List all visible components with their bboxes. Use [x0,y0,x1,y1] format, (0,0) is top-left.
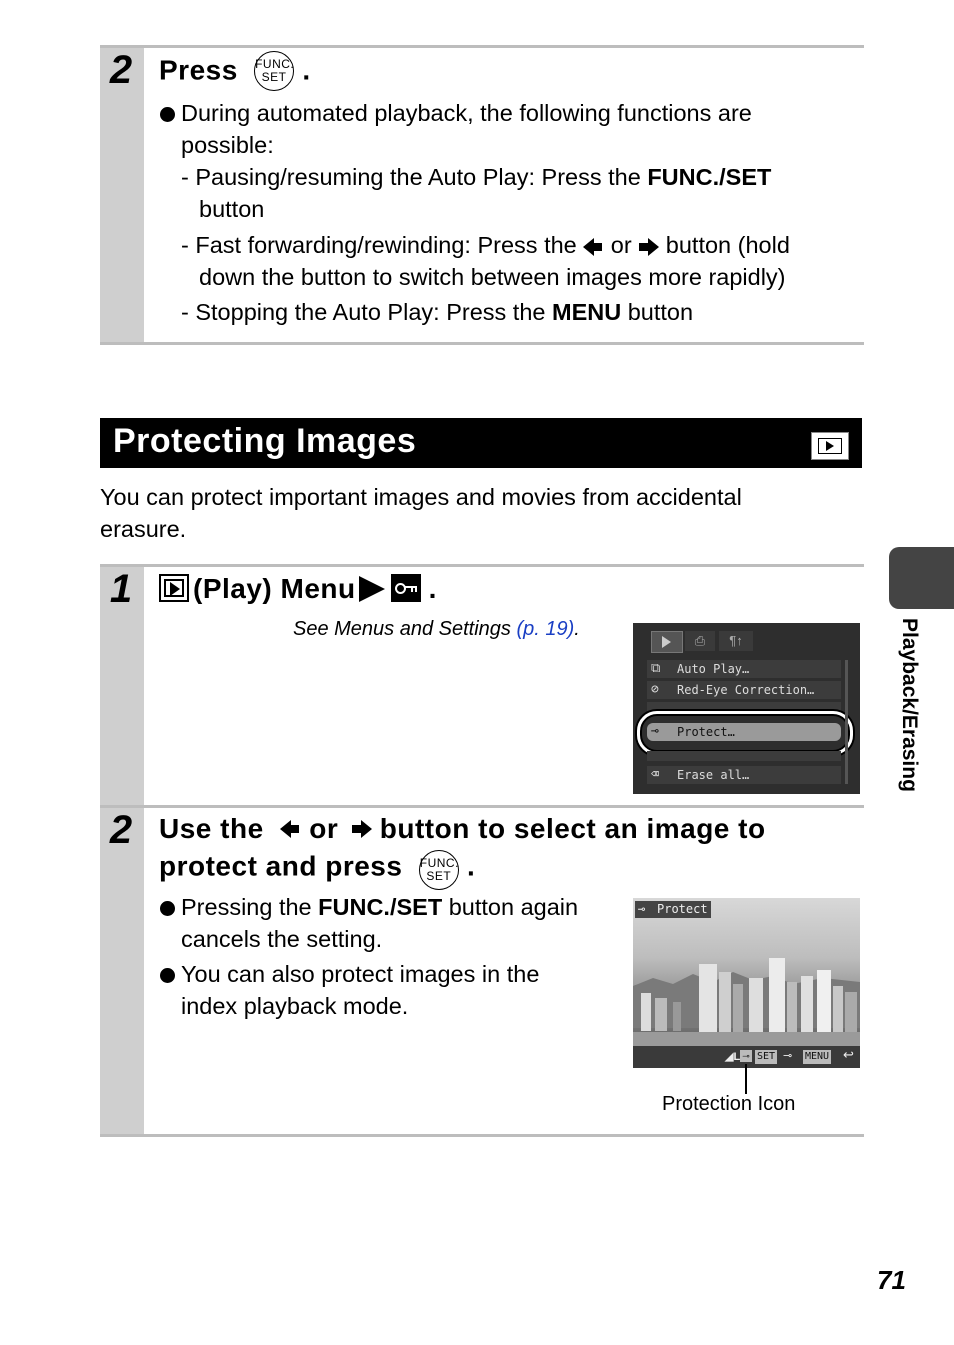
image-size-icon: ◢L [725,1051,741,1063]
play-menu-icon [159,574,189,602]
step-number: 2 [109,808,133,852]
menu-scrollbar[interactable] [845,660,848,784]
step-number: 1 [109,567,133,611]
trash-icon: ⌫ [651,767,659,782]
page-link[interactable]: (p. 19) [516,618,575,640]
set-badge: SET [757,1051,776,1062]
caption-pointer-line [745,1064,747,1094]
dash-item-ffwd: - Fast forwarding/rewinding: Press the or button (hold [181,232,790,258]
menu-item-red-eye[interactable]: ⊘ Red-Eye Correction… [647,681,841,699]
see-reference: See Menus and Settings (p. 19). [293,618,580,640]
slideshow-icon: ⧉ [651,661,661,676]
menu-item-protect[interactable]: ⊸ Protect… [647,723,841,741]
protect-key-icon: ⊸ [783,1050,793,1062]
menu-item-auto-play[interactable]: ⧉ Auto Play… [647,660,841,678]
func-set-button-icon: FUNC. SET [254,51,294,91]
menu-badge: MENU [805,1051,830,1062]
red-eye-icon: ⊘ [651,682,659,697]
return-icon: ↩ [843,1047,854,1062]
status-bar [633,1046,860,1068]
protect-key-icon: ⊸ [651,724,659,739]
protect-key-icon: ⊸ [638,902,646,916]
left-arrow-icon [583,238,594,256]
menu-highlight-ring [637,711,853,755]
protection-status-icon: ⊸ [740,1050,752,1062]
chapter-tab [889,547,954,609]
func-set-button-icon: FUNC. SET [419,850,459,890]
right-arrow-icon [361,820,372,838]
step-heading-line1: Use the or button to select an image to [159,813,766,844]
menu-tab-print: ⎙ [685,631,715,651]
menu-item-rotate [647,751,841,761]
protect-key-icon [391,574,421,602]
heading-text: Press [159,54,238,86]
menu-item-erase-all[interactable]: ⌫ Erase all… [647,766,841,784]
protection-icon-caption: Protection Icon [662,1093,796,1115]
section-title-bar [100,418,862,468]
menu-tab-play [651,631,683,653]
camera-menu-screen [633,623,860,794]
right-arrow-icon [648,238,659,256]
page-number: 71 [877,1265,906,1295]
dash-item-pause-cont: button [199,196,265,222]
step-number: 2 [109,48,133,92]
protect-label-tag: ⊸ Protect [635,901,711,918]
menu-tab-setup: ¶↑ [719,631,753,651]
step-heading: (Play) Menu . [159,573,437,605]
chapter-label: Playback/Erasing [898,618,921,792]
dash-item-stop: - Stopping the Auto Play: Press the MENU button [181,299,694,325]
protect-screen [633,898,860,1068]
dash-item-ffwd-cont: down the button to switch between images more rapidly) [199,264,786,290]
city-skyline-photo [633,898,860,1068]
play-mode-icon [811,432,849,460]
left-arrow-icon [280,820,291,838]
step-gutter [100,808,144,1134]
dash-item-pause: - Pausing/resuming the Auto Play: Press the FUNC./SET [181,164,772,190]
section-intro: You can protect important images and movies from accidental erasure. [100,484,742,542]
step-heading-line2: protect and press FUNC. SET . [159,848,475,888]
section-title: Protecting Images [113,422,417,460]
menu-arrow-icon [359,576,385,602]
step-heading: Press FUNC. SET . [159,52,311,92]
